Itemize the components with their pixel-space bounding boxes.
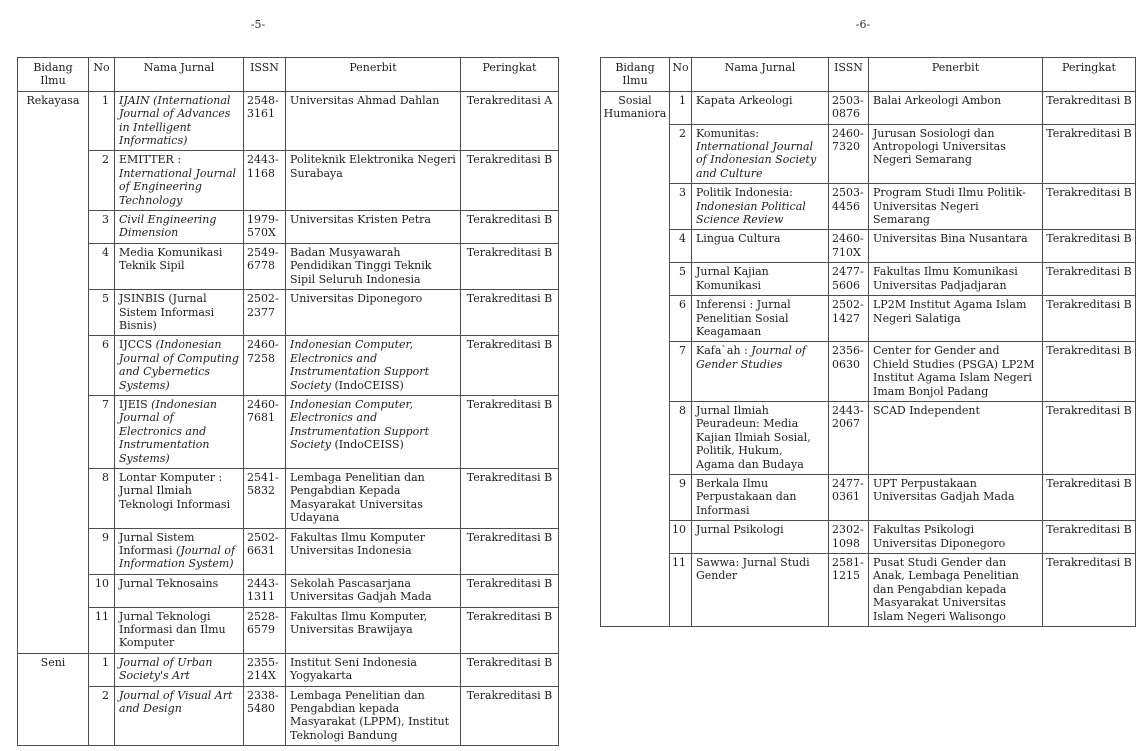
row-number-cell: 2 <box>89 686 115 746</box>
publisher-cell <box>286 91 461 151</box>
publisher-cell <box>286 211 461 244</box>
column-header-issn: ISSN <box>244 58 286 92</box>
publisher-cell <box>286 528 461 574</box>
text-segment: IJEIS <box>119 397 152 411</box>
text-segment: Kafa`ah : <box>696 344 752 358</box>
journal-name-cell <box>692 554 829 627</box>
journal-row <box>601 401 1136 474</box>
issn-cell: 2443-1168 <box>244 151 286 211</box>
journal-row <box>18 211 559 244</box>
journal-name-cell <box>115 395 244 468</box>
text-segment: Media Komunikasi Teknik Sipil <box>119 245 223 273</box>
journal-name-cell <box>692 342 829 402</box>
row-number-cell: 10 <box>89 574 115 607</box>
journal-row <box>18 653 559 686</box>
journal-row <box>601 91 1136 124</box>
row-number-cell: 11 <box>670 554 692 627</box>
text-segment: Universitas Kristen Petra <box>290 213 431 227</box>
issn-cell: 2477-0361 <box>829 474 869 520</box>
text-segment: Fakultas Ilmu Komunikasi Universitas Padjadjaran <box>873 265 1018 292</box>
field-of-science-cell: Seni <box>18 653 89 745</box>
text-segment: Fakultas Ilmu Komputer Universitas Indonesia <box>290 530 425 557</box>
issn-cell: 2460-7258 <box>244 336 286 396</box>
journal-row <box>18 336 559 396</box>
rank-cell: Terakreditasi B <box>461 395 559 468</box>
text-segment: Badan Musyawarah Pendidikan Tinggi Teknik Sipil Seluruh Indonesia <box>290 245 432 286</box>
rank-cell: Terakreditasi B <box>461 574 559 607</box>
row-number-cell: 4 <box>670 230 692 263</box>
publisher-cell <box>286 336 461 396</box>
row-number-cell: 5 <box>89 290 115 336</box>
row-number-cell: 4 <box>89 243 115 289</box>
journal-name-cell <box>115 211 244 244</box>
issn-cell: 2460-710X <box>829 230 869 263</box>
rank-cell: Terakreditasi B <box>1043 230 1136 263</box>
row-number-cell: 9 <box>89 528 115 574</box>
journal-name-cell <box>692 296 829 342</box>
row-number-cell: 2 <box>670 124 692 184</box>
column-header-bidang-ilmu: Bidang Ilmu <box>18 58 89 92</box>
issn-cell: 2460-7681 <box>244 395 286 468</box>
row-number-cell: 3 <box>670 184 692 230</box>
text-segment: SCAD Independent <box>873 403 980 417</box>
text-segment: Jurnal Ilmiah Peuradeun: Media Kajian Ilmiah Sosial, Politik, Hukum, Agama dan Budaya <box>696 403 811 471</box>
issn-cell: 2502-6631 <box>244 528 286 574</box>
rank-cell: Terakreditasi B <box>461 211 559 244</box>
row-number-cell: 2 <box>89 151 115 211</box>
text-segment: Universitas Bina Nusantara <box>873 232 1028 246</box>
text-segment: IJCCS <box>119 338 156 352</box>
text-segment: Berkala Ilmu Perpustakaan dan Informasi <box>696 476 797 517</box>
journal-name-cell <box>115 653 244 686</box>
issn-cell: 2503-4456 <box>829 184 869 230</box>
issn-cell: 2355-214X <box>244 653 286 686</box>
text-segment: Komunitas: <box>696 126 759 140</box>
journal-name-cell <box>115 91 244 151</box>
rank-cell: Terakreditasi B <box>461 528 559 574</box>
journal-name-cell <box>115 468 244 528</box>
issn-cell: 2541-5832 <box>244 468 286 528</box>
rank-cell: Terakreditasi B <box>461 290 559 336</box>
issn-cell: 2460-7320 <box>829 124 869 184</box>
journal-name-cell <box>115 151 244 211</box>
issn-cell: 2477-5606 <box>829 263 869 296</box>
table-header-row <box>601 58 1136 92</box>
row-number-cell: 6 <box>89 336 115 396</box>
journal-row <box>18 468 559 528</box>
field-of-science-cell: Rekayasa <box>18 91 89 653</box>
rank-cell: Terakreditasi B <box>1043 124 1136 184</box>
column-header-penerbit: Penerbit <box>286 58 461 92</box>
journal-name-cell <box>115 574 244 607</box>
rank-cell: Terakreditasi B <box>461 468 559 528</box>
publisher-cell <box>286 653 461 686</box>
journal-name-cell <box>115 607 244 653</box>
journal-row <box>601 230 1136 263</box>
row-number-cell: 7 <box>89 395 115 468</box>
text-segment: Lingua Cultura <box>696 232 781 246</box>
row-number-cell: 11 <box>89 607 115 653</box>
rank-cell: Terakreditasi A <box>461 91 559 151</box>
text-segment: (IndoCEISS) <box>330 378 404 392</box>
publisher-cell <box>869 521 1043 554</box>
journal-row <box>601 184 1136 230</box>
journal-name-cell <box>692 474 829 520</box>
text-segment: Fakultas Psikologi Universitas Diponegoro <box>873 523 1006 550</box>
text-segment: Jurnal Teknosains <box>119 576 219 590</box>
publisher-cell <box>286 243 461 289</box>
publisher-cell <box>869 296 1043 342</box>
issn-cell: 2581-1215 <box>829 554 869 627</box>
column-header-peringkat: Peringkat <box>461 58 559 92</box>
text-segment: Sekolah Pascasarjana Universitas Gadjah Mada <box>290 576 432 604</box>
text-segment: Universitas Diponegoro <box>290 292 423 306</box>
text-segment: Jurnal Psikologi <box>696 523 784 537</box>
journal-row <box>18 151 559 211</box>
column-header-no: No <box>89 58 115 92</box>
journal-row <box>18 574 559 607</box>
publisher-cell <box>869 342 1043 402</box>
text-segment: Kapata Arkeologi <box>696 93 793 107</box>
row-number-cell: 9 <box>670 474 692 520</box>
text-segment: Civil Engineering Dimension <box>119 213 217 240</box>
text-segment: Jurusan Sosiologi dan Antropologi Universitas Negeri Semarang <box>873 126 1006 167</box>
page-number-left: -5- <box>250 18 266 31</box>
text-segment: Center for Gender and Chield Studies (PSGA) LP2M Institut Agama Islam Negeri Imam Bonjol Padang <box>873 344 1035 398</box>
rank-cell: Terakreditasi B <box>1043 554 1136 627</box>
journal-row <box>601 124 1136 184</box>
journal-name-cell <box>692 184 829 230</box>
text-segment: Jurnal Teknologi Informasi dan Ilmu Komputer <box>119 609 226 650</box>
row-number-cell: 6 <box>670 296 692 342</box>
journal-row <box>18 528 559 574</box>
row-number-cell: 7 <box>670 342 692 402</box>
page-number-right: -6- <box>855 18 871 31</box>
row-number-cell: 8 <box>89 468 115 528</box>
text-segment: (Journal of Information System) <box>119 544 236 571</box>
journal-row <box>18 290 559 336</box>
journal-row <box>18 243 559 289</box>
text-segment: Inferensi : Jurnal Penelitian Sosial Keagamaan <box>696 298 791 338</box>
rank-cell: Terakreditasi B <box>461 607 559 653</box>
rank-cell: Terakreditasi B <box>1043 184 1136 230</box>
field-of-science-cell: Sosial Humaniora <box>601 91 670 626</box>
rank-cell: Terakreditasi B <box>1043 401 1136 474</box>
column-header-bidang-ilmu: Bidang Ilmu <box>601 58 670 92</box>
publisher-cell <box>286 607 461 653</box>
journal-name-cell <box>692 521 829 554</box>
issn-cell: 2502-1427 <box>829 296 869 342</box>
text-segment: Indonesian Political Science Review <box>696 199 806 227</box>
row-number-cell: 8 <box>670 401 692 474</box>
text-segment: Journal of Visual Art and Design <box>119 688 233 716</box>
rank-cell: Terakreditasi B <box>461 243 559 289</box>
column-header-nama-jurnal: Nama Jurnal <box>692 58 829 92</box>
journal-row <box>18 395 559 468</box>
journal-row <box>601 554 1136 627</box>
publisher-cell <box>286 686 461 746</box>
rank-cell: Terakreditasi B <box>1043 296 1136 342</box>
text-segment: International Journal of Engineering Technology <box>119 166 237 207</box>
publisher-cell <box>869 401 1043 474</box>
text-segment: Sawwa: Jurnal Studi Gender <box>696 556 810 583</box>
publisher-cell <box>286 395 461 468</box>
journal-row <box>601 342 1136 402</box>
publisher-cell <box>869 474 1043 520</box>
publisher-cell <box>869 554 1043 627</box>
text-segment: Politik Indonesia: <box>696 186 793 200</box>
text-segment: Universitas Ahmad Dahlan <box>290 93 440 107</box>
journal-row <box>601 296 1136 342</box>
issn-cell: 1979-570X <box>244 211 286 244</box>
column-header-issn: ISSN <box>829 58 869 92</box>
text-segment: JSINBIS (Jurnal Sistem Informasi Bisnis) <box>119 292 215 332</box>
journal-name-cell <box>115 336 244 396</box>
table-body <box>601 91 1136 626</box>
issn-cell: 2302-1098 <box>829 521 869 554</box>
publisher-cell <box>286 468 461 528</box>
journal-table-page-5 <box>17 57 559 746</box>
rank-cell: Terakreditasi B <box>461 151 559 211</box>
text-segment: Program Studi Ilmu Politik-Universitas Negeri Semarang <box>873 186 1026 227</box>
table-header-row <box>18 58 559 92</box>
journal-name-cell <box>115 686 244 746</box>
journal-name-cell <box>692 124 829 184</box>
text-segment: (Indonesian Journal of Computing and Cybernetics Systems) <box>119 338 239 392</box>
text-segment: LP2M Institut Agama Islam Negeri Salatiga <box>873 298 1027 325</box>
rank-cell: Terakreditasi B <box>461 686 559 746</box>
issn-cell: 2528-6579 <box>244 607 286 653</box>
text-segment: Jurnal Sistem Informasi <box>119 530 195 557</box>
journal-name-cell <box>692 401 829 474</box>
publisher-cell <box>286 290 461 336</box>
issn-cell: 2549-6778 <box>244 243 286 289</box>
journal-row <box>18 686 559 746</box>
row-number-cell: 5 <box>670 263 692 296</box>
row-number-cell: 1 <box>89 91 115 151</box>
row-number-cell: 1 <box>89 653 115 686</box>
issn-cell: 2502-2377 <box>244 290 286 336</box>
text-segment: Indonesian Computer, Electronics and Instrumentation Support Society <box>290 397 429 452</box>
publisher-cell <box>286 151 461 211</box>
issn-cell: 2338-5480 <box>244 686 286 746</box>
journal-row <box>601 474 1136 520</box>
journal-row <box>18 607 559 653</box>
row-number-cell: 3 <box>89 211 115 244</box>
text-segment: Fakultas Ilmu Komputer, Universitas Brawijaya <box>290 609 428 637</box>
journal-name-cell <box>692 230 829 263</box>
row-number-cell: 1 <box>670 91 692 124</box>
column-header-no: No <box>670 58 692 92</box>
journal-name-cell <box>692 263 829 296</box>
table-body <box>18 91 559 745</box>
text-segment: EMITTER : <box>119 153 182 167</box>
text-segment: IJAIN (International Journal of Advances in Intelligent Informatics) <box>119 93 231 148</box>
text-segment: Lembaga Penelitian dan Pengabdian Kepada Masyarakat Universitas Udayana <box>290 470 425 525</box>
publisher-cell <box>869 91 1043 124</box>
rank-cell: Terakreditasi B <box>461 653 559 686</box>
row-number-cell: 10 <box>670 521 692 554</box>
journal-row <box>18 91 559 151</box>
text-segment: International Journal of Indonesian Society and Culture <box>696 140 817 180</box>
rank-cell: Terakreditasi B <box>1043 91 1136 124</box>
text-segment: Politeknik Elektronika Negeri Surabaya <box>290 153 456 180</box>
publisher-cell <box>869 184 1043 230</box>
column-header-nama-jurnal: Nama Jurnal <box>115 58 244 92</box>
text-segment: Indonesian Computer, Electronics and Instrumentation Support Society <box>290 338 429 392</box>
rank-cell: Terakreditasi B <box>1043 342 1136 402</box>
journal-name-cell <box>115 290 244 336</box>
publisher-cell <box>286 574 461 607</box>
text-segment: Institut Seni Indonesia Yogyakarta <box>290 655 417 683</box>
text-segment: Journal of Urban Society's Art <box>119 655 213 683</box>
issn-cell: 2443-1311 <box>244 574 286 607</box>
publisher-cell <box>869 263 1043 296</box>
journal-name-cell <box>115 528 244 574</box>
text-segment: Pusat Studi Gender dan Anak, Lembaga Penelitian dan Pengabdian kepada Masyarakat Universitas Islam Negeri Walisongo <box>873 556 1019 623</box>
journal-table-page-6 <box>600 57 1136 627</box>
publisher-cell <box>869 230 1043 263</box>
column-header-peringkat: Peringkat <box>1043 58 1136 92</box>
text-segment: Lembaga Penelitian dan Pengabdian kepada Masyarakat (LPPM), Institut Teknologi Bandung <box>290 688 450 742</box>
rank-cell: Terakreditasi B <box>461 336 559 396</box>
journal-name-cell <box>115 243 244 289</box>
text-segment: (Indonesian Journal of Electronics and Instrumentation Systems) <box>119 397 217 465</box>
text-segment: UPT Perpustakaan Universitas Gadjah Mada <box>873 476 1015 504</box>
rank-cell: Terakreditasi B <box>1043 474 1136 520</box>
issn-cell: 2356-0630 <box>829 342 869 402</box>
journal-row <box>601 263 1136 296</box>
journal-row <box>601 521 1136 554</box>
text-segment: Lontar Komputer : Jurnal Ilmiah Teknologi Informasi <box>119 470 231 511</box>
issn-cell: 2503-0876 <box>829 91 869 124</box>
text-segment: Journal of Gender Studies <box>696 344 806 371</box>
issn-cell: 2548-3161 <box>244 91 286 151</box>
text-segment: Jurnal Kajian Komunikasi <box>696 265 769 292</box>
column-header-penerbit: Penerbit <box>869 58 1043 92</box>
text-segment: (IndoCEISS) <box>330 438 404 452</box>
publisher-cell <box>869 124 1043 184</box>
text-segment: Balai Arkeologi Ambon <box>873 93 1002 107</box>
issn-cell: 2443-2067 <box>829 401 869 474</box>
rank-cell: Terakreditasi B <box>1043 263 1136 296</box>
journal-name-cell <box>692 91 829 124</box>
rank-cell: Terakreditasi B <box>1043 521 1136 554</box>
